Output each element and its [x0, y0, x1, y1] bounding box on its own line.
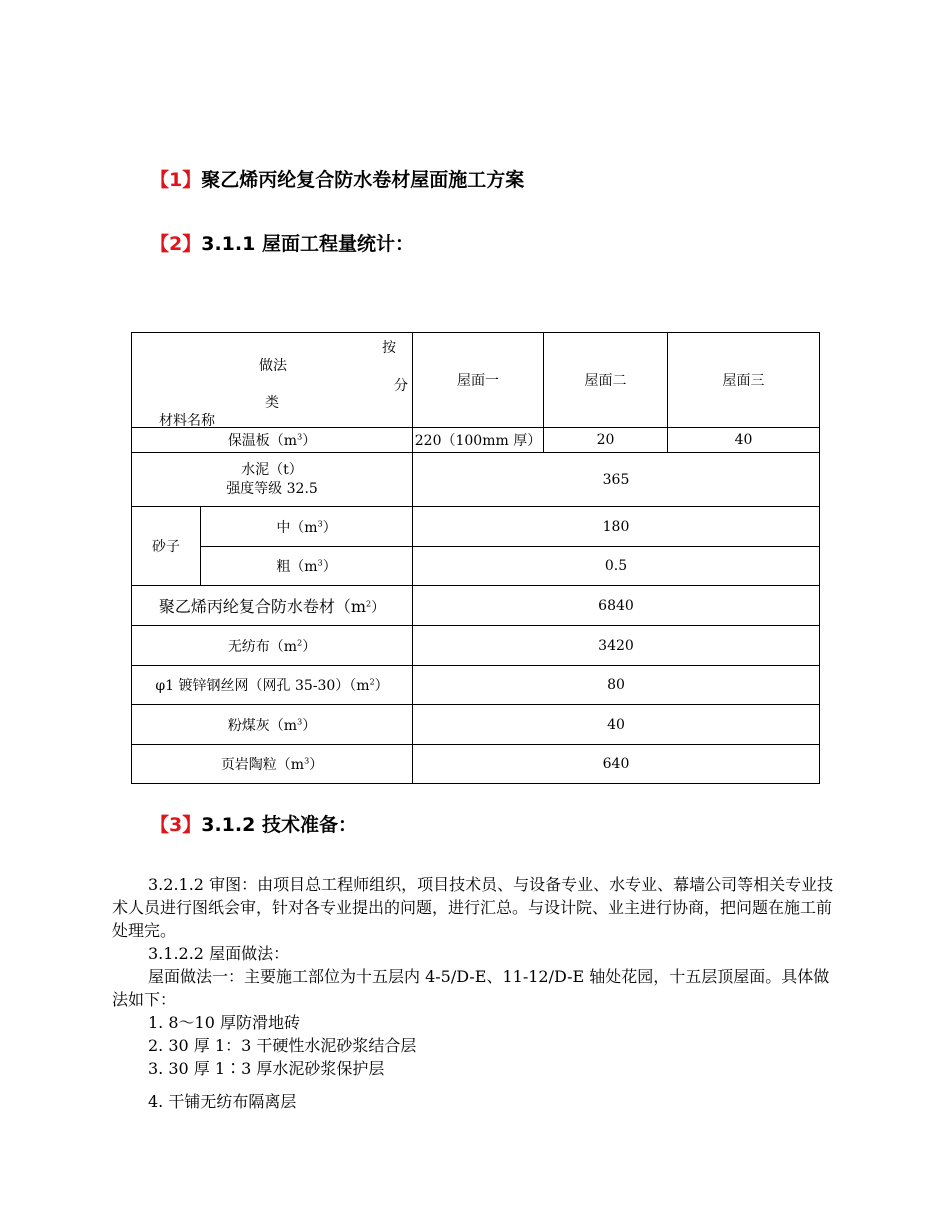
cell-value: 0.5 — [413, 547, 820, 586]
row-label: 粗$(m^3)$ — [201, 547, 413, 586]
cell-value: 640 — [413, 745, 820, 784]
heading-2 — [150, 229, 414, 256]
table-row — [132, 453, 820, 507]
body-text — [112, 873, 842, 1113]
header-lei: 类 — [265, 395, 279, 411]
cell-value: 20 — [544, 428, 668, 453]
row-label: 保温板$(m^3)$ — [132, 428, 413, 453]
column-header-roof1: 屋面一 — [413, 333, 544, 428]
row-group-label: 砂子 — [132, 507, 201, 586]
list-item: 1. 8～10 厚防滑地砖 — [148, 1013, 300, 1032]
row-label: φ1 镀锌钢丝网（网孔 $35-30)(m^2)$ — [132, 666, 413, 705]
table-row — [132, 507, 820, 547]
heading-1 — [150, 165, 524, 192]
header-zuofa: 做法 — [259, 358, 287, 374]
heading-1-number: 【1】 — [150, 169, 202, 191]
table-row — [132, 745, 820, 784]
cell-value: 220（100mm 厚） — [413, 428, 544, 453]
cell-value: 40 — [668, 428, 820, 453]
column-header-roof2: 屋面二 — [544, 333, 668, 428]
cell-value: 80 — [413, 666, 820, 705]
header-fen: 分 — [394, 378, 408, 394]
table-row — [132, 666, 820, 705]
table-row — [132, 626, 820, 666]
header-an: 按 — [382, 340, 396, 356]
table-row — [132, 586, 820, 626]
row-label: 无纺布$(m^2)$ — [132, 626, 413, 666]
paragraph-roof-method-title: 3.1.2.2 屋面做法： — [148, 944, 290, 963]
cell-value: 6840 — [413, 586, 820, 626]
heading-3 — [150, 810, 357, 837]
row-label: 聚乙烯丙纶复合防水卷材$(m^2)$ — [132, 586, 413, 626]
quantity-table — [131, 332, 820, 784]
header-material: 材料名称 — [159, 413, 215, 429]
table-row — [132, 547, 820, 586]
list-item: 2. 30 厚 1：3 干硬性水泥砂浆结合层 — [148, 1036, 417, 1055]
paragraph-review: 3.2.1.2 审图：由项目总工程师组织，项目技术员、与设备专业、水专业、幕墙公司等相关专业技术人员进行图纸会审，针对各专业提出的问题，进行汇总。与设计院、业主进行协商，把问题在施工前处理完。 — [112, 875, 834, 940]
cell-value: 180 — [413, 507, 820, 547]
row-label: 粉煤灰$(m^3)$ — [132, 705, 413, 745]
row-label: 中$(m^3)$ — [201, 507, 413, 547]
cell-value: 3420 — [413, 626, 820, 666]
heading-3-text: 3.1.2 技术准备： — [201, 814, 357, 836]
list-item: 3. 30 厚 1∶3 厚水泥砂浆保护层 — [148, 1059, 385, 1078]
paragraph-roof-method-one: 屋面做法一：主要施工部位为十五层内 4-5/D-E、11-12/D-E 轴处花园，十五层顶屋面。具体做法如下： — [112, 967, 830, 1009]
heading-1-text: 聚乙烯丙纶复合防水卷材屋面施工方案 — [201, 169, 525, 191]
heading-2-text: 3.1.1 屋面工程量统计： — [201, 233, 414, 255]
heading-3-number: 【3】 — [150, 814, 202, 836]
column-header-roof3: 屋面三 — [668, 333, 820, 428]
row-label: 水泥（t） 强度等级 32.5 — [132, 453, 413, 507]
list-item: 4. 干铺无纺布隔离层 — [148, 1092, 297, 1111]
cell-value: 40 — [413, 705, 820, 745]
heading-2-number: 【2】 — [150, 233, 202, 255]
table-row — [132, 428, 820, 453]
table-header-diagonal-cell — [132, 333, 413, 428]
cell-value: 365 — [413, 453, 820, 507]
table-row — [132, 705, 820, 745]
row-label: 页岩陶粒$(m^3)$ — [132, 745, 413, 784]
